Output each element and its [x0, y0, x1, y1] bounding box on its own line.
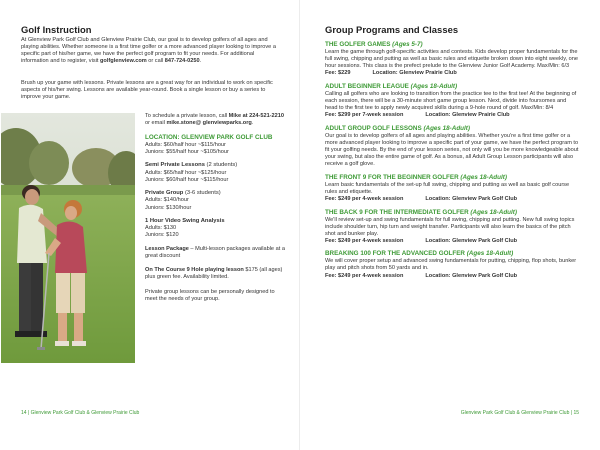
program-heading: THE FRONT 9 FOR THE BEGINNER GOLFER (Ages 18-Adult): [325, 173, 507, 181]
footer-text-right: Glenview Park Golf Club & Glenview Prairie Club: [460, 410, 570, 416]
location-heading: LOCATION: GLENVIEW PARK GOLF CLUB: [145, 133, 273, 141]
program-heading: THE GOLFER GAMES (Ages 5-7): [325, 41, 423, 48]
intro-end: .: [199, 58, 202, 65]
program-fee: Fee: $229: [325, 70, 351, 77]
private-group-block: [145, 190, 285, 211]
program-location: Location: Glenview Park Golf Club: [425, 195, 518, 202]
program-item: [325, 174, 580, 203]
program-heading: THE BACK 9 FOR THE INTERMEDIATE GOLFER (Ages 18-Adult): [325, 208, 517, 216]
program-list: [325, 41, 580, 285]
schedule-end: .: [251, 120, 254, 127]
closing-note: Private group lessons can be personally designed to meet the needs of your group.: [145, 288, 275, 303]
program-item: [325, 125, 580, 168]
location-juniors-price: Juniors: $55/half hour ~$105/hour: [145, 148, 229, 155]
private-group-juniors-price: Juniors: $130/hour: [145, 204, 192, 211]
program-fee: Fee: $299 per 7-week session: [325, 112, 404, 119]
lessons-paragraph: Brush up your game with lessons. Private lessons are a great way for an individual to work on specific aspects of his/her swing. Lessons are available year-round. Book a single lesson or buy a series to improve your game.: [21, 80, 273, 101]
program-location: Location: Glenview Park Golf Club: [425, 237, 518, 244]
semi-private-adults-price: Adults: $65/half hour ~$125/hour: [145, 169, 227, 176]
page-title-golf-instruction: Golf Instruction: [21, 24, 92, 35]
program-ages: (Ages 18-Adult): [466, 250, 514, 258]
program-location: Location: Glenview Prairie Club: [425, 112, 510, 119]
video-analysis-juniors-price: Juniors: $120: [145, 232, 179, 239]
program-item: [325, 250, 580, 279]
semi-private-block: [145, 162, 285, 183]
program-fee: Fee: $249 per 4-week session: [325, 237, 404, 244]
on-course-heading: On The Course 9 Hole playing lesson: [145, 266, 244, 273]
page-number-right: 15: [573, 410, 579, 416]
website-link[interactable]: golfglenview.com: [99, 58, 147, 65]
semi-private-heading: Semi Private Lessons (2 students): [145, 162, 238, 169]
lesson-package-heading: Lesson Package: [145, 246, 189, 253]
contact-phone: Mike at 224-521-2210: [228, 113, 284, 119]
page-title-group-programs: Group Programs and Classes: [325, 24, 459, 35]
program-description: Calling all golfers who are looking to transition from the practice tee to the first tee! At the beginning of each session, there will be a 30-minute short game group lesson. Next, divide into foursomes and head to the first tee to apply newly acquired skills during a 9-hole round of golf. Max/Min: 8/4: [325, 90, 577, 112]
on-course-block: [145, 267, 285, 281]
program-description: Learn basic fundamentals of the set-up full swing, chipping and putting as well as basic golf course rules and etiquette.: [325, 181, 570, 195]
program-location: Location: Glenview Prairie Club: [372, 70, 457, 77]
location-adults-price: Adults: $60/half hour ~$115/hour: [145, 141, 226, 148]
schedule-or-email: or email: [145, 120, 167, 127]
page-number-left: 14: [21, 410, 27, 416]
program-fee-line: [325, 112, 580, 119]
program-fee: Fee: $249 per 4-week session: [325, 272, 404, 279]
program-location: Location: Glenview Park Golf Club: [425, 272, 518, 279]
program-item: [325, 83, 580, 119]
program-ages: (Ages 18-Adult): [470, 208, 517, 216]
golf-lesson-photo: [1, 113, 135, 363]
private-lesson-pricing: [145, 113, 285, 310]
intro-text-or-call: or call: [146, 58, 165, 65]
program-description: Our goal is to develop golfers of all ages and playing abilities. Whether you're a first time golfer or a more advanced player looking to improve a specific part of your game, we have the perfect program to fit your golfing needs. By the end of your lesson series, not only will you be more knowledgeable about your swing, but also the entire game of golf. As a bonus, all Adult Group Lesson participants will also receive a golf glove.: [325, 132, 579, 168]
left-footer: 14 | Glenview Park Golf Club & Glenview Prairie Club: [21, 410, 140, 416]
program-ages: (Ages 5-7): [392, 41, 423, 48]
contact-email[interactable]: mike.stone@ glenviewparks.org: [166, 120, 252, 127]
program-description: Learn the game through golf-specific activities and contests. Kids develop proper fundamentals for the full swing, chipping and putting as well as basic rules and etiquette broken down into eight weekly, one hour sessions. This class is the prefect prelude to the Glenview Junior Golf Academy. Max/Min: 6/3: [325, 49, 579, 70]
right-footer: Glenview Park Golf Club & Glenview Prairie Club | 15: [460, 410, 579, 416]
on-course-text: $175 (all ages) plus green fee. Availability limited.: [145, 266, 283, 280]
footer-text-left: Glenview Park Golf Club & Glenview Prairie Club: [30, 410, 140, 416]
program-heading: BREAKING 100 FOR THE ADVANCED GOLFER (Ages 18-Adult): [325, 250, 514, 258]
video-analysis-block: [145, 218, 285, 239]
program-fee-line: [325, 70, 580, 77]
program-fee-line: [325, 273, 580, 280]
video-analysis-adults-price: Adults: $130: [145, 225, 177, 232]
program-fee: Fee: $249 per 4-week session: [325, 195, 404, 202]
program-heading: ADULT BEGINNER LEAGUE (Ages 18-Adult): [325, 82, 458, 90]
intro-text: At Glenview Park Golf Club and Glenview Prairie Club, our goal is to develop golfers of all ages and playing abilities. Whether someone is a first time golfer or a more advanced player looking to improve a specific part of his/her game, we have the perfect golf program to fit your needs. For additional information and to register, visit: [21, 37, 276, 65]
intro-paragraph: [21, 37, 279, 65]
program-ages: (Ages 18-Adult): [423, 124, 470, 132]
program-description: We'll review set-up and swing fundamentals for full swing, chipping and putting. New full swing topics include shoulder turn, hip turn and weight transfer. Participants will also learn the basics of the pitch shot and bunker play.: [325, 216, 575, 237]
program-item: [325, 209, 580, 245]
program-heading: ADULT GROUP GOLF LESSONS (Ages 18-Adult): [325, 124, 470, 132]
program-fee-line: [325, 238, 580, 245]
private-group-heading: Private Group (3-6 students): [145, 190, 221, 197]
phone-number: 847-724-0250: [164, 58, 200, 65]
schedule-info: [145, 113, 285, 127]
program-item: [325, 41, 580, 77]
program-description: We will cover proper setup and advanced swing fundamentals for putting, chipping, flop shots, bunker play and pitch shots from 50 yards and in.: [325, 258, 577, 272]
lesson-package-text: – Multi-lesson packages available at a great discount: [145, 246, 285, 260]
private-group-adults-price: Adults: $140/hour: [145, 197, 189, 204]
location-block: [145, 134, 285, 156]
video-analysis-heading: 1 Hour Video Swing Analysis: [145, 218, 225, 225]
lesson-package-block: [145, 246, 285, 260]
program-fee-line: [325, 196, 580, 203]
program-ages: (Ages 18-Adult): [460, 173, 507, 181]
semi-private-juniors-price: Juniors: $60/half hour ~$115/hour: [145, 176, 229, 183]
program-ages: (Ages 18-Adult): [410, 82, 458, 90]
schedule-text: To schedule a private lesson, call: [145, 113, 229, 119]
